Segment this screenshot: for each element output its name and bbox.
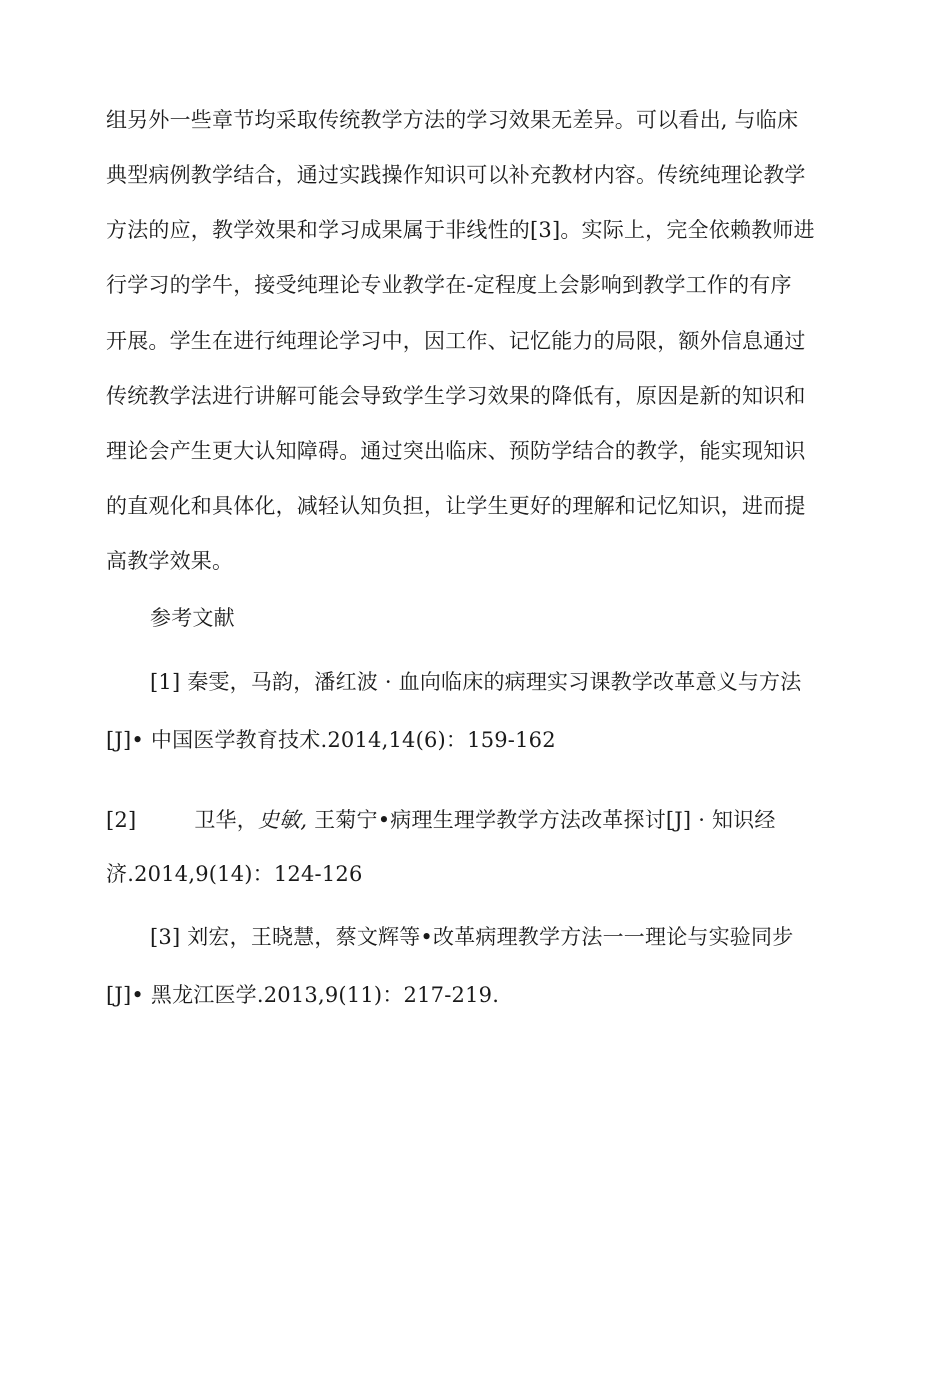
body-text-line-3: 方法的应，教学效果和学习成果属于非线性的[3]。实际上，完全依赖教师进: [106, 218, 815, 242]
reference-1-line-2: [J]• 中国医学教育技术.2014,14(6)：159-162: [106, 728, 556, 752]
body-text-line-7: 理论会产生更大认知障碍。通过突出临床、预防学结合的教学，能实现知识: [106, 439, 806, 463]
reference-2-line-2: 济.2014,9(14)：124-126: [106, 862, 363, 886]
reference-2-authors: 卫华，: [194, 808, 258, 832]
reference-2-number: [2]: [106, 808, 137, 832]
body-text-line-9: 高教学效果。: [106, 549, 234, 573]
reference-2-title: 王菊宁•病理生理学教学方法改革探讨[J] · 知识经: [307, 808, 776, 832]
reference-2-line-1: [106, 806, 776, 834]
body-text-line-6: 传统教学法进行讲解可能会导致学生学习效果的降低有，原因是新的知识和: [106, 384, 806, 408]
reference-3-line-1: [3] 刘宏，王晓慧，蔡文辉等•改革病理教学方法一一理论与实验同步: [150, 925, 794, 949]
body-text-line-5: 开展。学生在进行纯理论学习中，因工作、记忆能力的局限，额外信息通过: [106, 329, 806, 353]
body-text-line-1: 组另外一些章节均采取传统教学方法的学习效果无差异。可以看出, 与临床: [106, 108, 799, 132]
body-text-line-8: 的直观化和具体化，减轻认知负担，让学生更好的理解和记忆知识，进而提: [106, 494, 806, 518]
body-text-line-2: 典型病例教学结合，通过实践操作知识可以补充教材内容。传统纯理论教学: [106, 163, 806, 187]
body-text-line-4: 行学习的学牛，接受纯理论专业教学在-定程度上会影响到教学工作的有序: [106, 273, 792, 297]
reference-1-line-1: [1] 秦雯，马韵，潘红波 · 血向临床的病理实习课教学改革意义与方法: [150, 670, 802, 694]
reference-3-line-2: [J]• 黑龙江医学.2013,9(11)：217-219.: [106, 983, 500, 1007]
reference-2-author-italic: 史敏,: [257, 808, 308, 832]
references-heading: 参考文献: [150, 606, 235, 630]
